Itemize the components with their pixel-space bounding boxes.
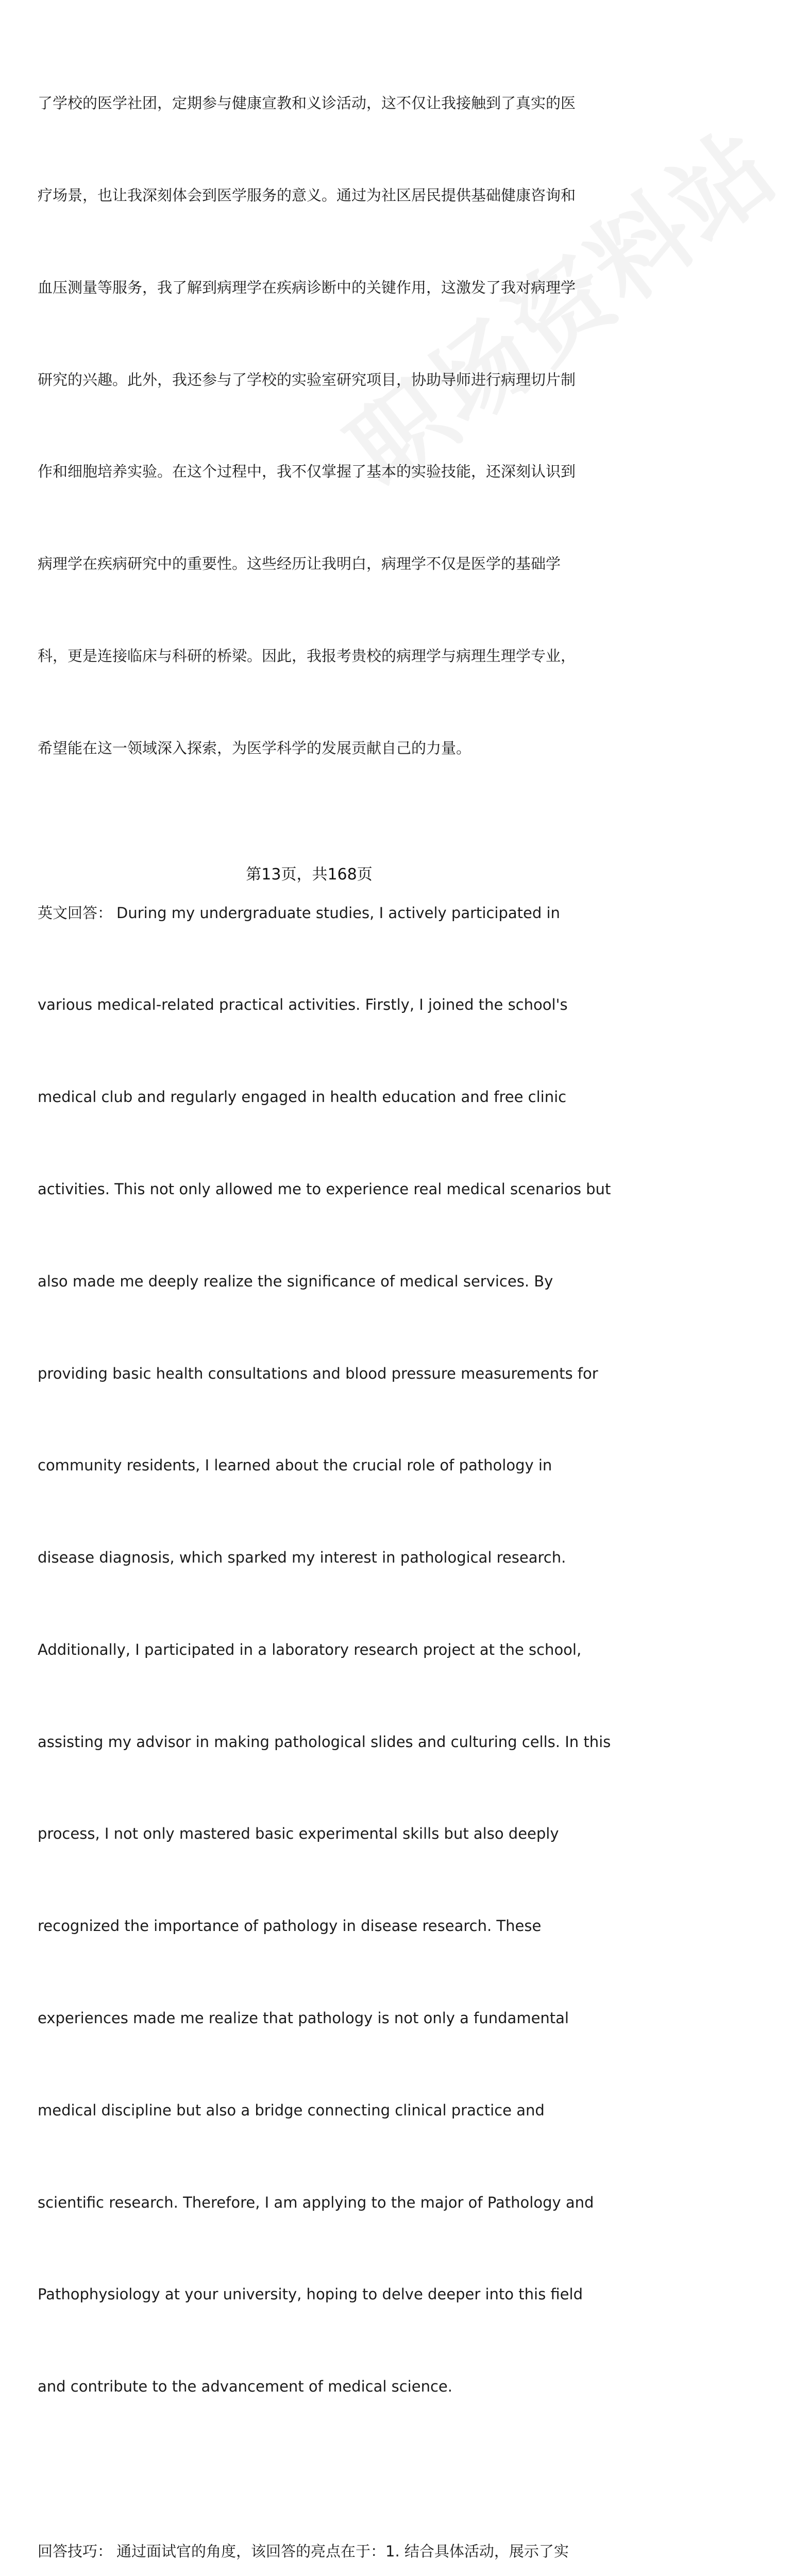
- text-line: Additionally, I participated in a laboratory research project at the school,: [38, 1640, 582, 1658]
- text-line: medical discipline but also a bridge connecting clinical practice and: [38, 2101, 545, 2119]
- page-number-footer: 第13页，共168页: [246, 866, 373, 884]
- text-line: community residents, I learned about the crucial role of pathology in: [38, 1456, 552, 1475]
- text-line: 作和细胞培养实验。在这个过程中，我不仅掌握了基本的实验技能，还深刻认识到: [38, 463, 576, 481]
- text-line: providing basic health consultations and blood pressure measurements for: [38, 1364, 598, 1382]
- english-answer-paragraph: [38, 836, 611, 2463]
- text-line: Pathophysiology at your university, hoping to delve deeper into this field: [38, 2285, 583, 2303]
- text-line: 疗场景，也让我深刻体会到医学服务的意义。通过为社区居民提供基础健康咨询和: [38, 186, 576, 204]
- answer-tips-text: 通过面试官的角度，该回答的亮点在于：1. 结合具体活动，展示了实: [116, 2543, 569, 2561]
- text-line: 希望能在这一领域深入探索，为医学科学的发展贡献自己的力量。: [38, 739, 471, 757]
- text-line: assisting my advisor in making pathological slides and culturing cells. In this: [38, 1733, 611, 1751]
- answer-tips-label: 回答技巧：: [38, 2543, 113, 2561]
- text-line: 了学校的医学社团，定期参与健康宣教和义诊活动，这不仅让我接触到了真实的医: [38, 94, 576, 112]
- text-line: process, I not only mastered basic experimental skills but also deeply: [38, 1825, 559, 1843]
- text-line: also made me deeply realize the significance of medical services. By: [38, 1272, 553, 1290]
- text-line: recognized the importance of pathology in disease research. These: [38, 1917, 542, 1935]
- text-line: [38, 2536, 599, 2567]
- text-line: medical club and regularly engaged in health education and free clinic: [38, 1088, 567, 1106]
- chinese-answer-paragraph: [38, 27, 599, 825]
- text-line: 病理学在疾病研究中的重要性。这些经历让我明白，病理学不仅是医学的基础学: [38, 555, 561, 573]
- english-answer-first-line: During my undergraduate studies, I actively participated in: [116, 904, 560, 922]
- text-line: scientific research. Therefore, I am applying to the major of Pathology and: [38, 2193, 594, 2211]
- document-content: [38, 27, 611, 2576]
- text-line: 研究的兴趣。此外，我还参与了学校的实验室研究项目，协助导师进行病理切片制: [38, 370, 576, 388]
- text-line: activities. This not only allowed me to experience real medical scenarios but: [38, 1180, 611, 1198]
- text-line: 血压测量等服务，我了解到病理学在疾病诊断中的关键作用，这激发了我对病理学: [38, 278, 576, 296]
- text-line: [38, 898, 599, 929]
- text-line: experiences made me realize that pathology is not only a fundamental: [38, 2009, 569, 2027]
- text-line: various medical-related practical activities. Firstly, I joined the school's: [38, 996, 568, 1014]
- text-line: disease diagnosis, which sparked my interest in pathological research.: [38, 1549, 566, 1567]
- text-line: 科，更是连接临床与科研的桥梁。因此，我报考贵校的病理学与病理生理学专业，: [38, 647, 576, 665]
- answer-tips-paragraph: [38, 2475, 599, 2576]
- english-answer-label: 英文回答：: [38, 904, 113, 922]
- text-line: and contribute to the advancement of medical science.: [38, 2378, 452, 2396]
